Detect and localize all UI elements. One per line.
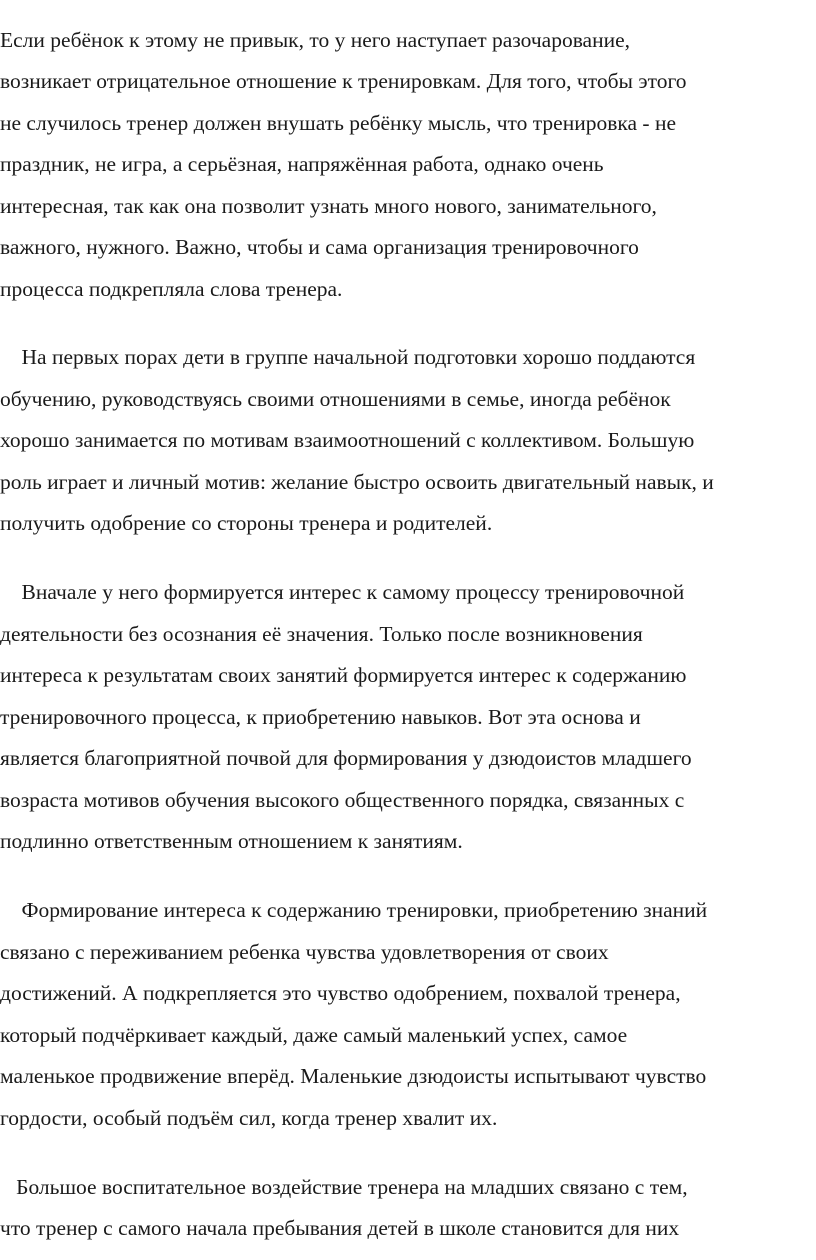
paragraph-2-line-4: роль играет и личный мотив: желание быстро освоить двигательный навык, и: [0, 470, 714, 494]
paragraph-1-line-6: важного, нужного. Важно, чтобы и сама организация тренировочного: [0, 235, 639, 259]
paragraph-5-line-2: что тренер с самого начала пребывания детей в школе становится для них: [0, 1216, 680, 1240]
paragraph-3-line-6: возраста мотивов обучения высокого общественного порядка, связанных с: [0, 788, 685, 812]
paragraph-3-line-1: Вначале у него формируется интерес к самому процессу тренировочной: [0, 580, 685, 604]
paragraph-4-line-3: достижений. А подкрепляется это чувство одобрением, похвалой тренера,: [0, 981, 681, 1005]
paragraph-1-line-4: праздник, не игра, а серьёзная, напряжённая работа, однако очень: [0, 152, 604, 176]
paragraph-3-line-2: деятельности без осознания её значения. Только после возникновения: [0, 622, 643, 646]
paragraph-1-line-2: возникает отрицательное отношение к тренировкам. Для того, чтобы этого: [0, 69, 687, 93]
paragraph-2-line-3: хорошо занимается по мотивам взаимоотношений с коллективом. Большую: [0, 428, 695, 452]
paragraph-1-line-3: не случилось тренер должен внушать ребёнку мысль, что тренировка - не: [0, 111, 676, 135]
paragraph-1-line-7: процесса подкрепляла слова тренера.: [0, 277, 343, 301]
paragraph-3-line-3: интереса к результатам своих занятий формируется интерес к содержанию: [0, 663, 687, 687]
paragraph-4-line-6: гордости, особый подъём сил, когда тренер хвалит их.: [0, 1106, 498, 1130]
paragraph-4-line-1: Формирование интереса к содержанию тренировки, приобретению знаний: [0, 898, 708, 922]
paragraph-3-line-5: является благоприятной почвой для формирования у дзюдоистов младшего: [0, 746, 692, 770]
paragraph-2-line-1: На первых порах дети в группе начальной подготовки хорошо поддаются: [0, 345, 696, 369]
paragraph-1-line-5: интересная, так как она позволит узнать много нового, занимательного,: [0, 194, 657, 218]
paragraph-4-line-4: который подчёркивает каждый, даже самый маленький успех, самое: [0, 1023, 628, 1047]
paragraph-1-line-1: Если ребёнок к этому не привык, то у него наступает разочарование,: [0, 28, 631, 52]
paragraph-4-line-5: маленькое продвижение вперёд. Маленькие дзюдоисты испытывают чувство: [0, 1064, 707, 1088]
paragraph-3-line-7: подлинно ответственным отношением к занятиям.: [0, 829, 463, 853]
paragraph-3-line-4: тренировочного процесса, к приобретению навыков. Вот эта основа и: [0, 705, 641, 729]
paragraph-4-line-2: связано с переживанием ребенка чувства удовлетворения от своих: [0, 940, 609, 964]
paragraph-5-line-1: Большое воспитательное воздействие тренера на младших связано с тем,: [0, 1175, 688, 1199]
paragraph-2-line-2: обучению, руководствуясь своими отношениями в семье, иногда ребёнок: [0, 387, 671, 411]
paragraph-2-line-5: получить одобрение со стороны тренера и родителей.: [0, 511, 493, 535]
